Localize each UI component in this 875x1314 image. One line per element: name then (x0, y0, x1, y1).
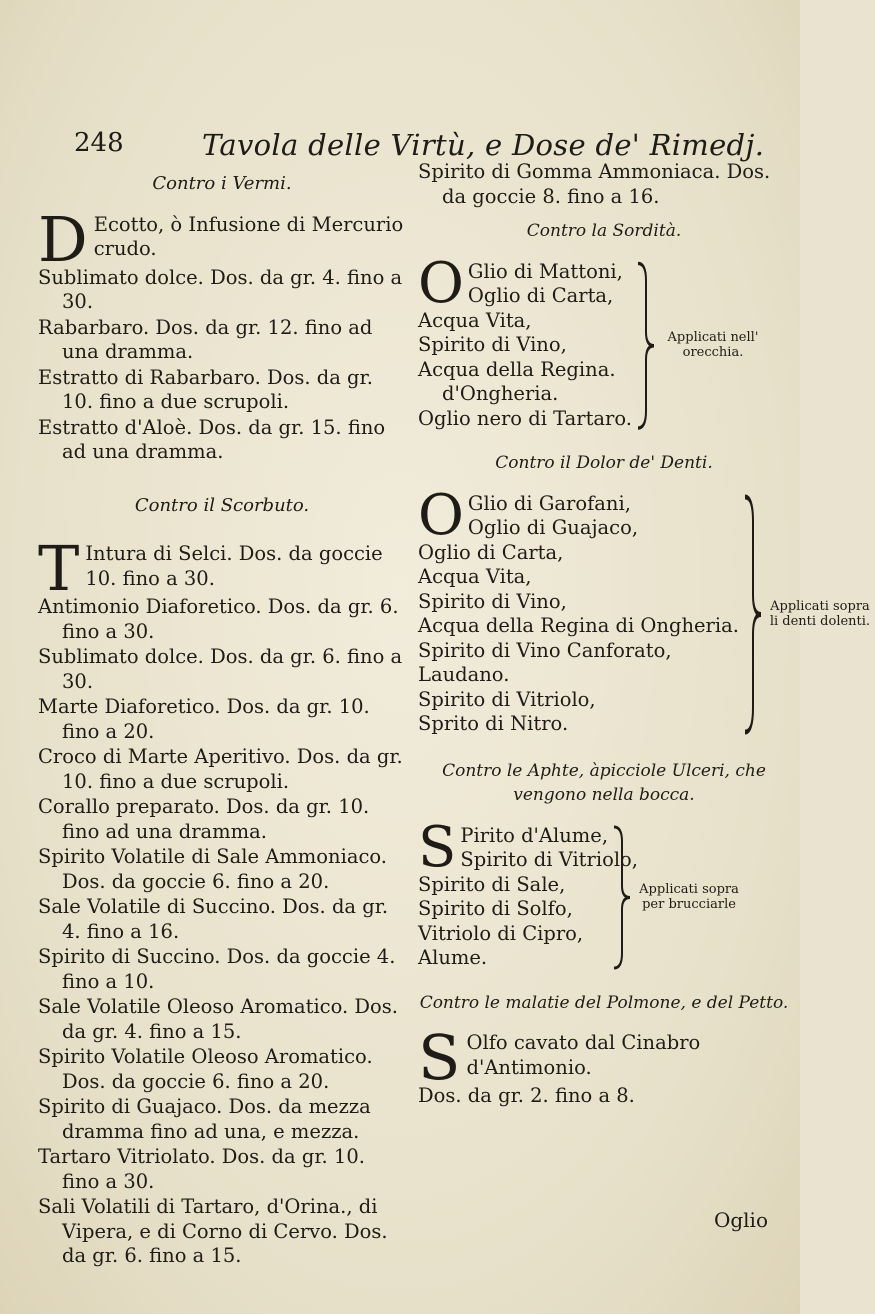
item: Alume. (418, 946, 488, 969)
item: Oglio di Guajaco, (467, 516, 639, 539)
brace (634, 260, 656, 432)
item: Oglio di Carta, (418, 540, 564, 564)
section-title-polmone: Contro le malatie del Polmone, e del Petto. (419, 992, 789, 1013)
section-title-sordita: Contro la Sordità. (526, 221, 682, 241)
entry-guajaco: Spirito di Guajaco. Dos. da mezza dramma fino ad una, e mezza. (38, 1095, 371, 1143)
item: Acqua della Regina. (418, 357, 616, 381)
section-title-aphte: Contro le Aphte, àpicciole Ulceri, che vengono nella bocca. (442, 760, 766, 805)
item: Spirito di Vitriolo, (460, 848, 638, 871)
section-title-scorbuto: Contro il Scorbuto. (134, 494, 310, 516)
group-note: Applicati sopra per brucciarle (639, 882, 739, 912)
entry-spirito-succino: Spirito di Succino. Dos. da goccie 4. fino a 10. (38, 945, 396, 993)
item: d'Ongheria. (442, 382, 559, 405)
entry-text: Intura di Selci. Dos. da goccie 10. fino a 30. (85, 542, 383, 590)
group-denti (418, 482, 871, 737)
entry-corallo: Corallo preparato. Dos. da gr. 10. fino ad una dramma. (38, 795, 370, 843)
item: Spirito di Vino, (418, 333, 567, 356)
dropcap: S (418, 1021, 461, 1094)
entry-tintura (38, 532, 406, 605)
group-note: Applicati sopra li denti dolenti. (769, 599, 871, 629)
item: Laudano. (418, 663, 510, 686)
item: Acqua della Regina di Ongheria. (418, 614, 739, 637)
item: Spirito di Vino Canforato, (418, 638, 672, 662)
item: Spirito di Sale, (418, 872, 566, 896)
item: Vitriolo di Cipro, (418, 921, 584, 945)
entry-text: Olfo cavato dal Cinabro d'Antimonio. (466, 1031, 701, 1079)
group-note: Applicati nell' orecchia. (667, 330, 759, 361)
item: Acqua Vita, (418, 565, 532, 588)
dropcap: S (418, 814, 457, 880)
page-number: 248 (74, 128, 124, 158)
item: Glio di Garofani, (467, 491, 631, 515)
dropcap: O (418, 250, 464, 316)
left-column (38, 168, 406, 1270)
catchword: Oglio (713, 1208, 768, 1232)
entry-antimonio: Antimonio Diaforetico. Dos. da gr. 6. fino a 30. (38, 595, 399, 643)
entry-sali-volatili: Sali Volatili di Tartaro, d'Orina., di Vipera, e di Corno di Cervo. Dos. da gr. 6. fino a 15. (38, 1195, 388, 1267)
entry-text: Ecotto, ò Infusione di Mercurio crudo. (93, 212, 404, 260)
right-column (418, 160, 871, 1110)
entry-gomma-ammoniaca: Spirito di Gomma Ammoniaca. Dos. da goccie 8. fino a 16. (418, 160, 771, 208)
entry-solfo (418, 1021, 790, 1094)
dropcap: O (418, 482, 464, 548)
item: Spirito di Solfo, (418, 897, 573, 920)
group-aphte (418, 814, 790, 971)
dropcap: T (38, 532, 80, 605)
entry-estratto-aloe: Estratto d'Aloè. Dos. da gr. 15. fino ad una dramma. (38, 415, 386, 463)
entry-decotto (38, 202, 406, 276)
entry-sublimato-dolce: Sublimato dolce. Dos. da gr. 6. fino a 30. (38, 645, 403, 693)
entry-croco: Croco di Marte Aperitivo. Dos. da gr. 10. fino a due scrupoli. (38, 745, 403, 793)
group-items (418, 482, 739, 737)
brace (610, 824, 632, 971)
entry-marte: Marte Diaforetico. Dos. da gr. 10. fino a 20. (38, 695, 370, 743)
entry-rabarbaro: Rabarbaro. Dos. da gr. 12. fino ad una dramma. (38, 315, 373, 363)
group-items (418, 814, 638, 971)
brace (741, 492, 763, 737)
item: Glio di Mattoni, (467, 259, 623, 283)
dropcap: D (38, 202, 88, 276)
entry-sale-succino: Sale Volatile di Succino. Dos. da gr. 4. fino a 16. (38, 895, 389, 943)
entry-spirito-oleoso: Spirito Volatile Oleoso Aromatico. Dos. da goccie 6. fino a 20. (38, 1045, 373, 1093)
entry-estratto-rabarbaro: Estratto di Rabarbaro. Dos. da gr. 10. fino a due scrupoli. (38, 365, 373, 413)
item: Pirito d'Alume, (460, 823, 609, 847)
section-title-vermi: Contro i Vermi. (152, 173, 292, 194)
entry-solfo-dose: Dos. da gr. 2. fino a 8. (418, 1084, 635, 1107)
item: Spirito di Vino, (418, 589, 567, 613)
entry-sale-oleoso: Sale Volatile Oleoso Aromatico. Dos. da gr. 4. fino a 15. (38, 995, 398, 1043)
group-sordita (418, 250, 790, 432)
group-items (418, 250, 632, 432)
item: Spirito di Vitriolo, (418, 687, 596, 711)
section-title-denti: Contro il Dolor de' Denti. (495, 453, 713, 473)
running-head: Tavola delle Virtù, e Dose de' Rimedj. (202, 128, 765, 162)
entry-sublimato: Sublimato dolce. Dos. da gr. 4. fino a 30. (38, 265, 403, 313)
entry-tartaro: Tartaro Vitriolato. Dos. da gr. 10. fino a 30. (38, 1145, 365, 1193)
item: Oglio nero di Tartaro. (418, 406, 632, 430)
entry-spirito-volatile: Spirito Volatile di Sale Ammoniaco. Dos. da goccie 6. fino a 20. (38, 845, 387, 893)
item: Sprito di Nitro. (418, 712, 569, 735)
item: Oglio di Carta, (467, 284, 614, 307)
item: Acqua Vita, (418, 308, 532, 332)
